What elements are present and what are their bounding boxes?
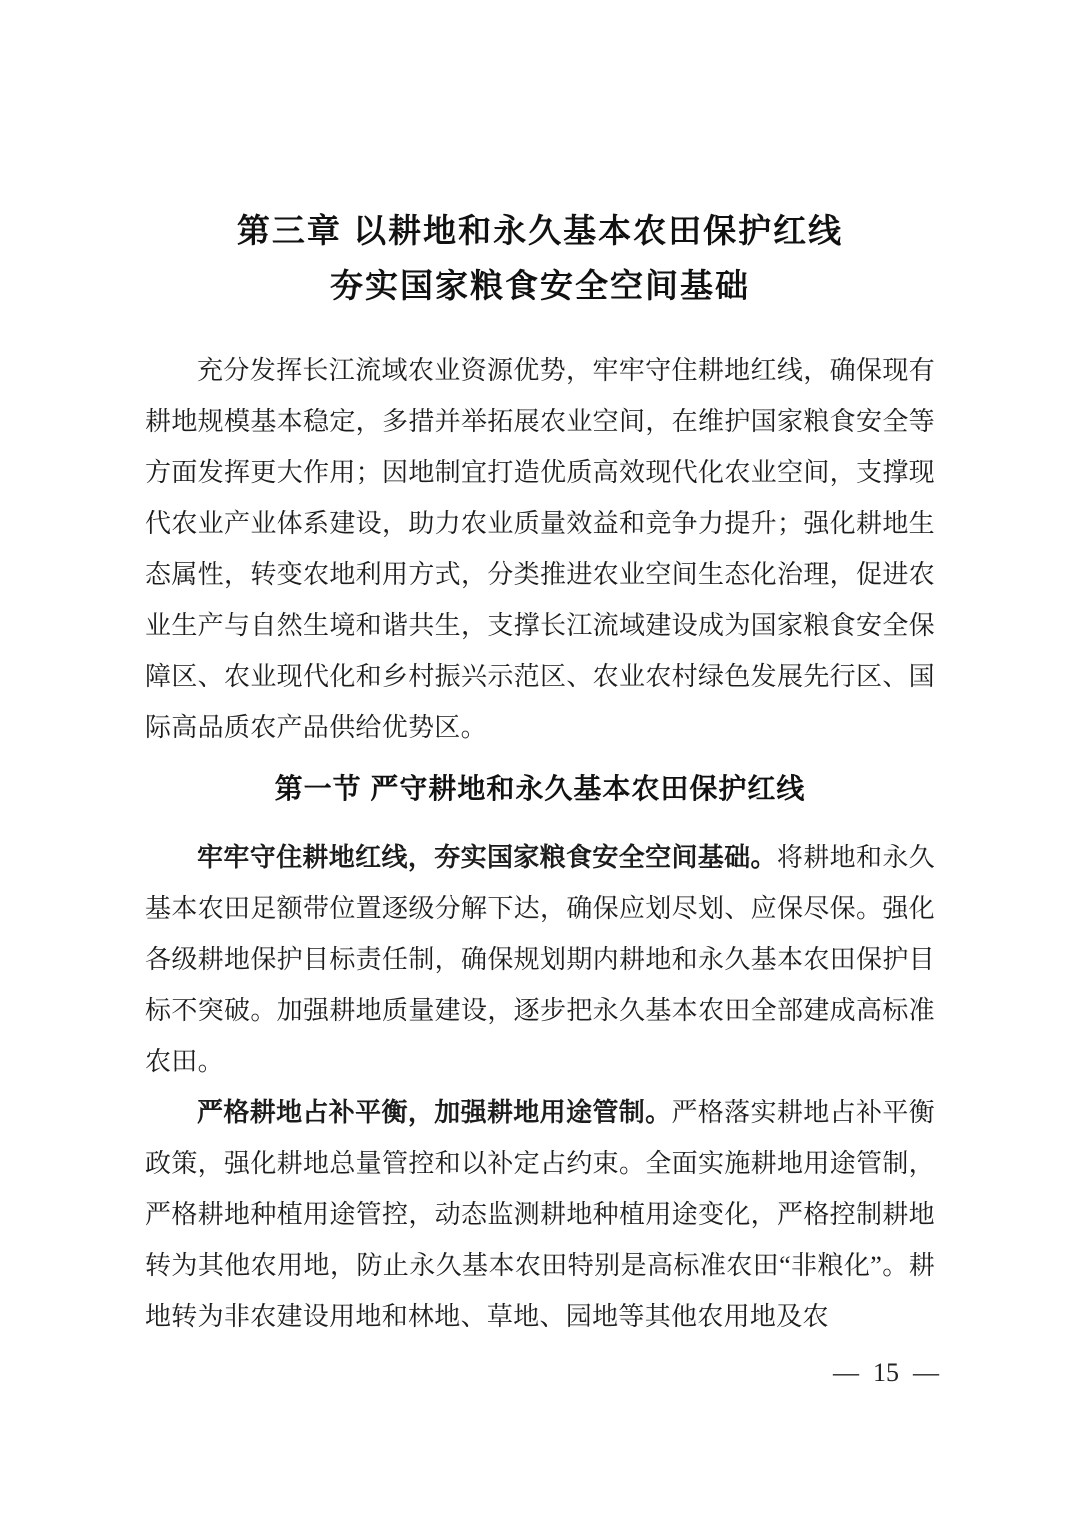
intro-paragraph: 充分发挥长江流域农业资源优势，牢牢守住耕地红线，确保现有耕地规模基本稳定，多措并举拓展农业空间，在维护国家粮食安全等方面发挥更大作用；因地制宜打造优质高效现代化农业空间，支撑现代农业产业体系建设，助力农业质量效益和竞争力提升；强化耕地生态属性，转变农地利用方式，分类推进农业空间生态化治理，促进农业生产与自然生境和谐共生，支撑长江流域建设成为国家粮食安全保障区、农业现代化和乡村振兴示范区、农业农村绿色发展先行区、国际高品质农产品供给优势区。 <box>145 356 935 742</box>
paragraph-2 <box>145 1087 935 1342</box>
section-title: 第一节 严守耕地和永久基本农田保护红线 <box>274 773 806 804</box>
footer-dash-right: — <box>913 1358 939 1387</box>
footer-dash-left: — <box>833 1358 859 1387</box>
paragraph-2-lead: 严格耕地占补平衡，加强耕地用途管制。 <box>197 1098 672 1127</box>
paragraph-2-body: 严格落实耕地占补平衡政策，强化耕地总量管控和以补定占约束。全面实施耕地用途管制，严格耕地种植用途管控，动态监测耕地种植用途变化，严格控制耕地转为其他农用地，防止永久基本农田特别是高标准农田“非粮化”。耕地转为非农建设用地和林地、草地、园地等其他农用地及农 <box>145 1098 935 1331</box>
page-footer <box>833 1356 939 1390</box>
chapter-title-line-2: 夯实国家粮食安全空间基础 <box>330 267 750 304</box>
paragraph-1-lead: 牢牢守住耕地红线，夯实国家粮食安全空间基础。 <box>197 843 777 872</box>
paragraph-1 <box>145 832 935 1087</box>
page-number: 15 <box>873 1358 899 1387</box>
paragraph-1-body: 将耕地和永久基本农田足额带位置逐级分解下达，确保应划尽划、应保尽保。强化各级耕地保护目标责任制，确保规划期内耕地和永久基本农田保护目标不突破。加强耕地质量建设，逐步把永久基本农田全部建成高标准农田。 <box>145 843 935 1076</box>
chapter-title <box>145 203 935 313</box>
chapter-title-line-1: 第三章 以耕地和永久基本农田保护红线 <box>236 212 844 249</box>
